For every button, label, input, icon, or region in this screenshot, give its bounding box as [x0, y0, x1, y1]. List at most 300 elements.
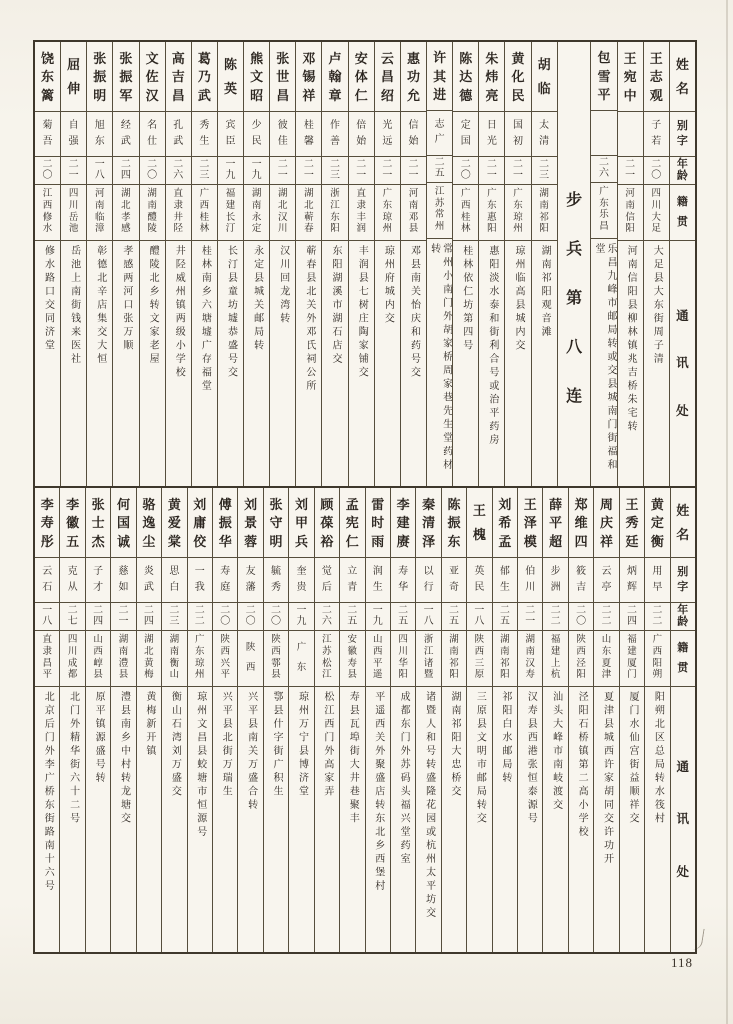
roster-entry: [187, 488, 212, 952]
entry-address-text: 修水路口交同济堂: [42, 245, 54, 353]
entry-age: 二 五: [442, 603, 466, 631]
entry-native-place: 山 东 夏 津: [594, 631, 618, 687]
entry-name: 胡 临: [532, 42, 557, 112]
entry-native-place: 四 川 成 都: [60, 631, 84, 687]
entry-address: [213, 687, 237, 952]
entry-age: 二 〇: [644, 157, 669, 185]
entry-address: [188, 687, 212, 952]
entry-native-place: 广 西 桂 林: [453, 185, 478, 241]
entry-native-place: 广 西 桂 林: [192, 185, 217, 241]
entry-address: [192, 241, 217, 486]
entry-address: [493, 687, 517, 952]
roster-entry: [452, 42, 478, 486]
entry-address: [322, 241, 347, 486]
entry-native-place: 福 建 上 杭: [543, 631, 567, 687]
entry-address-text: 东阳湖溪市湖石店交: [330, 245, 342, 367]
entry-address: [366, 687, 390, 952]
entry-address-text: 汕头大峰市南岐渡交: [550, 691, 562, 813]
entry-address-text: 琼州文昌县蛟塘市恒源号: [194, 691, 206, 840]
entry-native-place: 江 苏 常 州: [427, 183, 452, 238]
entry-age: 一 九: [244, 157, 269, 185]
entry-courtesy-name: 润 生: [366, 558, 390, 603]
entry-native-place: 湖 南 永 定: [244, 185, 269, 241]
entry-age: 二 四: [113, 157, 138, 185]
entry-native-place: 山 西 平 遥: [366, 631, 390, 687]
entry-age: 一 九: [366, 603, 390, 631]
entry-native-place: 湖 北 汉 川: [270, 185, 295, 241]
entry-courtesy-name: 慈 如: [111, 558, 135, 603]
entry-name: 王 志 观: [644, 42, 669, 112]
entry-name: 黄 化 民: [505, 42, 530, 112]
roster-entry: [136, 488, 161, 952]
entry-address: [644, 241, 669, 486]
entry-age: 二 五: [427, 156, 452, 184]
entry-age: 二 〇: [238, 603, 262, 631]
entry-address: [349, 241, 374, 486]
roster-entry: [568, 488, 593, 952]
entry-native-place: 广 东 琼 州: [505, 185, 530, 241]
entry-native-place: 广 东: [289, 631, 313, 687]
entry-courtesy-name: 克 从: [60, 558, 84, 603]
entry-address: [35, 241, 60, 486]
entry-name: 李 寿 彤: [35, 488, 59, 558]
entry-native-place: 湖 南 汉 寿: [518, 631, 542, 687]
entry-name: 张 振 明: [87, 42, 112, 112]
entry-age: 二 二: [594, 603, 618, 631]
roster-entry: [504, 42, 530, 486]
entry-name: 屈 伸: [61, 42, 86, 112]
entry-native-place: 四 川 岳 池: [61, 185, 86, 241]
roster-entry: [295, 42, 321, 486]
roster-entry: [59, 488, 84, 952]
entry-address: [35, 687, 59, 952]
entry-native-place: 广 东 乐 昌: [591, 183, 616, 238]
entry-native-place: 广 东 惠 阳: [479, 185, 504, 241]
entry-address: [61, 241, 86, 486]
entry-address-text: 桂林南乡六塘墟广存福堂: [199, 245, 211, 394]
entry-name: 周 庆 祥: [594, 488, 618, 558]
entry-courtesy-name: [618, 112, 643, 157]
entry-address-text: 岳池上南街钱来医社: [68, 245, 80, 367]
entry-age: 二 一: [111, 603, 135, 631]
header-zi: 别 字: [671, 558, 695, 603]
entry-native-place: 直 隶 丰 润: [349, 185, 374, 241]
roster-entry: [110, 488, 135, 952]
entry-age: 二 三: [162, 603, 186, 631]
entry-address: [375, 241, 400, 486]
entry-address: [391, 687, 415, 952]
entry-name: 王 槐: [467, 488, 491, 558]
roster-table-top: [35, 42, 695, 488]
scan-edge-artifact: [726, 0, 728, 1024]
entry-address: [87, 241, 112, 486]
entry-address-text: 兴平县南关万盛合转: [245, 691, 257, 813]
entry-native-place: 江 西 修 水: [35, 185, 60, 241]
entry-courtesy-name: 宾 臣: [218, 112, 243, 157]
roster-entry: [112, 42, 138, 486]
entry-address-text: 衡山石湾刘万盛交: [169, 691, 181, 799]
entry-courtesy-name: 名 仕: [140, 112, 165, 157]
entry-address-text: 长汀县童坊墟恭盛号交: [225, 245, 237, 380]
entry-address-text: 惠阳淡水泰和街利合号或治平药房: [486, 245, 498, 448]
entry-name: 文 佐 汉: [140, 42, 165, 112]
header-column: [670, 488, 695, 952]
entry-address-text: 蕲春县北关外邓氏祠公所: [303, 245, 315, 394]
roster-entry: [243, 42, 269, 486]
entry-name: 王 泽 模: [518, 488, 542, 558]
entry-age: 二 七: [60, 603, 84, 631]
roster-entry: [593, 488, 618, 952]
entry-age: 二 一: [349, 157, 374, 185]
entry-address: [518, 687, 542, 952]
entry-address: [569, 687, 593, 952]
entry-native-place: 浙 江 诸 暨: [416, 631, 440, 687]
entry-name: 何 国 诚: [111, 488, 135, 558]
entry-name: 云 昌 绍: [375, 42, 400, 112]
entry-native-place: 河 南 邓 县: [401, 185, 426, 241]
entry-address: [162, 687, 186, 952]
entry-age: 一 八: [416, 603, 440, 631]
header-name: 姓 名: [670, 42, 695, 112]
entry-address-text: 常州小南门外胡家桥周家巷先生堂药材转: [428, 242, 452, 473]
roster-entry: [212, 488, 237, 952]
entry-address: [505, 241, 530, 486]
entry-courtesy-name: 旭 东: [87, 112, 112, 157]
entry-native-place: 广 西 阳 朔: [645, 631, 669, 687]
entry-courtesy-name: 孔 武: [166, 112, 191, 157]
entry-courtesy-name: 觉 后: [315, 558, 339, 603]
entry-native-place: 福 建 厦 门: [620, 631, 644, 687]
entry-address-text: 北门外精华街六十二号: [67, 691, 79, 826]
entry-age: 二 二: [188, 603, 212, 631]
entry-native-place: 直 隶 昌 平: [35, 631, 59, 687]
entry-address: [620, 687, 644, 952]
roster-entry: [441, 488, 466, 952]
entry-courtesy-name: 立 青: [340, 558, 364, 603]
entry-age: 二 四: [620, 603, 644, 631]
entry-address: [244, 241, 269, 486]
entry-courtesy-name: 倍 始: [349, 112, 374, 157]
entry-address-text: 松江西门外高家弄: [321, 691, 333, 799]
entry-address-text: 河南信阳县柳林镇兆吉桥朱宅转: [625, 245, 637, 434]
entry-address: [645, 687, 669, 952]
entry-name: 王 秀 廷: [620, 488, 644, 558]
header-address: 通 讯 处: [676, 308, 689, 418]
entry-address-text: 阳朔北区总局转水筏村: [652, 691, 664, 826]
entry-native-place: 湖 北 孝 感: [113, 185, 138, 241]
entry-name: 秦 清 泽: [416, 488, 440, 558]
header-column: [669, 42, 695, 486]
entry-age: 二 二: [543, 603, 567, 631]
entry-address-text: 永定县城关邮局转: [251, 245, 263, 353]
entry-native-place: 陕 西 三 原: [467, 631, 491, 687]
entry-name: 郑 维 四: [569, 488, 593, 558]
entry-courtesy-name: 子 若: [644, 112, 669, 157]
entry-address: [140, 241, 165, 486]
entry-age: 二 五: [391, 603, 415, 631]
entry-address: [401, 241, 426, 486]
entry-name: 孟 宪 仁: [340, 488, 364, 558]
entry-courtesy-name: 伯 川: [518, 558, 542, 603]
entry-address: [315, 687, 339, 952]
entry-native-place: 福 建 长 汀: [218, 185, 243, 241]
roster-entry: [492, 488, 517, 952]
entry-age: 二 三: [532, 157, 557, 185]
entry-courtesy-name: 志 广: [427, 111, 452, 155]
entry-address-text: 彰德北辛店集交大恒: [94, 245, 106, 367]
entry-name: 葛 乃 武: [192, 42, 217, 112]
entry-name: 刘 甲 兵: [289, 488, 313, 558]
entry-courtesy-name: 彼 佳: [270, 112, 295, 157]
entry-address-text: 原平镇源盛号转: [93, 691, 105, 786]
entry-age: 二 一: [375, 157, 400, 185]
entry-courtesy-name: 寿 庭: [213, 558, 237, 603]
entry-name: 陈 达 德: [453, 42, 478, 112]
entry-address: [238, 687, 262, 952]
roster-entry: [374, 42, 400, 486]
entry-courtesy-name: 用 早: [645, 558, 669, 603]
entry-name: 张 守 明: [264, 488, 288, 558]
entry-address-text: 泾阳石桥镇第二高小学校: [576, 691, 588, 840]
entry-address-text: 醴陵北乡转文家老屋: [147, 245, 159, 367]
entry-address-text: 湖南祁阳大忠桥交: [448, 691, 460, 799]
entry-name: 惠 功 允: [401, 42, 426, 112]
entry-name: 卢 翰 章: [322, 42, 347, 112]
entry-courtesy-name: 思 白: [162, 558, 186, 603]
roster-entry: [35, 488, 59, 952]
entry-address-text: 黄梅新开镇: [143, 691, 155, 759]
entry-address-text: 诸暨人和号转盛隆花园或杭州太平坊交: [423, 691, 435, 921]
entry-name: 黄 爱 棠: [162, 488, 186, 558]
entry-address: [113, 241, 138, 486]
entry-courtesy-name: 郁 生: [493, 558, 517, 603]
entry-address-text: 丰润县七树庄陶家铺交: [356, 245, 368, 380]
entry-address-text: 汉寿县西港张恒泰源号: [525, 691, 537, 826]
entry-courtesy-name: 炳 辉: [620, 558, 644, 603]
entry-native-place: 湖 南 衡 山: [162, 631, 186, 687]
entry-native-place: 山 西 崞 县: [86, 631, 110, 687]
entry-name: 包 雪 平: [591, 42, 616, 111]
entry-age: 二 四: [137, 603, 161, 631]
entry-address: [264, 687, 288, 952]
roster-entry: [426, 42, 452, 486]
entry-courtesy-name: 桂 馨: [296, 112, 321, 157]
entry-native-place: 广 东 琼 州: [188, 631, 212, 687]
roster-entry: [35, 42, 60, 486]
entry-age: 二 〇: [35, 157, 60, 185]
entry-courtesy-name: 日 光: [479, 112, 504, 157]
entry-age: 二 六: [315, 603, 339, 631]
entry-age: 二 一: [296, 157, 321, 185]
entry-address-text: 琼州临高县城内交: [513, 245, 525, 353]
entry-address: [427, 239, 452, 486]
roster-entry: [217, 42, 243, 486]
entry-address: [340, 687, 364, 952]
entry-name: 刘 景 蓉: [238, 488, 262, 558]
entry-name: 顾 葆 裕: [315, 488, 339, 558]
entry-address: [467, 687, 491, 952]
entry-name: 陈 英: [218, 42, 243, 112]
entry-courtesy-name: 奎 贵: [289, 558, 313, 603]
entry-name: 高 吉 昌: [166, 42, 191, 112]
entry-courtesy-name: 经 武: [113, 112, 138, 157]
entry-address: [416, 687, 440, 952]
entry-address: [479, 241, 504, 486]
entry-native-place: 湖 南 祁 阳: [442, 631, 466, 687]
entry-address-text: 祁阳白水邮局转: [499, 691, 511, 786]
entry-age: 二 六: [166, 157, 191, 185]
entry-name: 许 其 进: [427, 42, 452, 111]
entry-name: 王 宛 中: [618, 42, 643, 112]
entry-age: 一 八: [35, 603, 59, 631]
roster-entry: [348, 42, 374, 486]
entry-native-place: 浙 江 东 阳: [322, 185, 347, 241]
entry-address: [218, 241, 243, 486]
section-column: [557, 42, 591, 486]
entry-address: [289, 687, 313, 952]
entry-age: 二 一: [518, 603, 542, 631]
entry-address: [166, 241, 191, 486]
entry-age: 二 一: [618, 157, 643, 185]
entry-name: 张 士 杰: [86, 488, 110, 558]
roster-entry: [415, 488, 440, 952]
entry-courtesy-name: 一 我: [188, 558, 212, 603]
entry-address: [594, 687, 618, 952]
roster-entry: [85, 488, 110, 952]
entry-address: [296, 241, 321, 486]
entry-name: 张 振 军: [113, 42, 138, 112]
entry-name: 张 世 昌: [270, 42, 295, 112]
entry-address: [137, 687, 161, 952]
entry-address-text: 厦门水仙宫街益顺祥交: [626, 691, 638, 826]
entry-address-text: 大足县大东街周子清: [651, 245, 663, 367]
entry-courtesy-name: 友 藩: [238, 558, 262, 603]
entry-age: 二 六: [591, 156, 616, 184]
entry-age: 二 四: [86, 603, 110, 631]
entry-name: 熊 文 昭: [244, 42, 269, 112]
roster-entry: [478, 42, 504, 486]
entry-courtesy-name: 国 初: [505, 112, 530, 157]
entry-age: 二 一: [505, 157, 530, 185]
roster-entry: [542, 488, 567, 952]
entry-address-text: 桂林依仁坊第四号: [460, 245, 472, 353]
entry-courtesy-name: 太 清: [532, 112, 557, 157]
entry-age: 二 一: [479, 157, 504, 185]
entry-native-place: 河 南 临 漳: [87, 185, 112, 241]
entry-address-text: 兴平县北街万瑞生: [220, 691, 232, 799]
entry-native-place: 安 徽 寿 县: [340, 631, 364, 687]
entry-address-text: 成都东门外苏码头福兴堂药室: [398, 691, 410, 867]
entry-address-text: 湖南祁阳观音滩: [539, 245, 551, 340]
entry-courtesy-name: 自 强: [61, 112, 86, 157]
entry-address-text: 鄠县什字街广积生: [271, 691, 283, 799]
roster-entry: [321, 42, 347, 486]
section-label: 步 兵 第 八 连: [566, 192, 583, 405]
entry-address-text: 澧县南乡中村转龙塘交: [118, 691, 130, 826]
entry-age: 二 二: [645, 603, 669, 631]
entry-age: 一 九: [289, 603, 313, 631]
entry-name: 饶 东 篱: [35, 42, 60, 112]
entry-native-place: 河 南 信 阳: [618, 185, 643, 241]
roster-entry: [531, 42, 557, 486]
roster-entry: [314, 488, 339, 952]
entry-native-place: 陕 西 泾 阳: [569, 631, 593, 687]
entry-courtesy-name: 寿 华: [391, 558, 415, 603]
entry-address: [270, 241, 295, 486]
roster-entry: [191, 42, 217, 486]
entry-native-place: 湖 南 澧 县: [111, 631, 135, 687]
entry-native-place: 湖 南 祁 阳: [493, 631, 517, 687]
entry-age: 二 三: [322, 157, 347, 185]
roster-entry: [617, 42, 643, 486]
entry-age: 二 〇: [453, 157, 478, 185]
roster-entry: [339, 488, 364, 952]
entry-address-text: 三原县文明市邮局转交: [474, 691, 486, 826]
entry-name: 陈 振 东: [442, 488, 466, 558]
entry-address: [86, 687, 110, 952]
entry-courtesy-name: 筱 吉: [569, 558, 593, 603]
entry-name: 李 建 赓: [391, 488, 415, 558]
entry-address: [111, 687, 135, 952]
entry-native-place: 陕 西 鄠 县: [264, 631, 288, 687]
entry-address-text: 汉川回龙湾转: [277, 245, 289, 326]
entry-name: 朱 炜 亮: [479, 42, 504, 112]
roster-entry: [365, 488, 390, 952]
entry-native-place: 湖 北 黄 梅: [137, 631, 161, 687]
entry-name: 雷 时 雨: [366, 488, 390, 558]
entry-age: 一 八: [87, 157, 112, 185]
roster-entry: [161, 488, 186, 952]
entry-age: 二 〇: [213, 603, 237, 631]
roster-entry: [60, 42, 86, 486]
entry-address-text: 琼州万宁县博济堂: [296, 691, 308, 799]
entry-courtesy-name: 以 行: [416, 558, 440, 603]
entry-name: 傅 振 华: [213, 488, 237, 558]
entry-address: [442, 687, 466, 952]
entry-age: 二 一: [61, 157, 86, 185]
entry-name: 黄 定 衡: [645, 488, 669, 558]
entry-courtesy-name: 秀 生: [192, 112, 217, 157]
entry-address: [543, 687, 567, 952]
entry-courtesy-name: 云 石: [35, 558, 59, 603]
entry-age: 二 三: [192, 157, 217, 185]
entry-address-text: 乐昌九峰市邮局转或交县城南门街福和堂: [593, 242, 617, 473]
entry-age: 二 五: [493, 603, 517, 631]
entry-address-text: 平遥西关外聚盛店转东北乡西堡村: [372, 691, 384, 894]
header-age: 年 龄: [671, 603, 695, 631]
entry-courtesy-name: 作 善: [322, 112, 347, 157]
entry-address: [60, 687, 84, 952]
roster-entry: [466, 488, 491, 952]
entry-native-place: 四 川 大 足: [644, 185, 669, 241]
header-age: 年 龄: [670, 157, 695, 185]
entry-age: 二 五: [340, 603, 364, 631]
entry-courtesy-name: 少 民: [244, 112, 269, 157]
entry-age: 二 〇: [140, 157, 165, 185]
entry-name: 骆 逸 尘: [137, 488, 161, 558]
entry-native-place: 陕 西: [238, 631, 262, 687]
header-address: 通 讯 处: [676, 759, 690, 879]
entry-address: [618, 241, 643, 486]
entry-courtesy-name: 子 才: [86, 558, 110, 603]
entry-native-place: 湖 南 醴 陵: [140, 185, 165, 241]
entry-courtesy-name: 毓 秀: [264, 558, 288, 603]
roster-entry: [288, 488, 313, 952]
entry-native-place: 湖 南 祁 阳: [532, 185, 557, 241]
entry-courtesy-name: 炎 武: [137, 558, 161, 603]
roster-entry: [139, 42, 165, 486]
entry-native-place: 四 川 华 阳: [391, 631, 415, 687]
